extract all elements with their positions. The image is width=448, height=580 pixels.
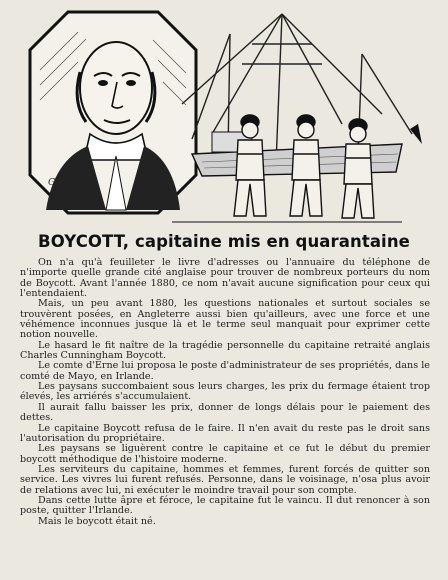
paragraph: Mais, un peu avant 1880, les questions nationales et surtout sociales se trouvèrent posées, en Angleterre aussi bien qu'ailleurs, avec une force et une véhémence inconnues jusque là et le terme seul manquait pour exprimer cette notion nouvelle. (20, 298, 430, 341)
paragraph: Les paysans succombaient sous leurs charges, les prix du fermage étaient trop élevés, les arriérés s'accumulaient. (20, 381, 430, 403)
paragraph: Il aurait fallu baisser les prix, donner de longs délais pour le paiement des dettes. (20, 401, 430, 424)
article-body (20, 258, 430, 527)
article-headline: BOYCOTT, capitaine mis en quarantaine (38, 232, 410, 251)
illustration (0, 0, 448, 232)
paragraph: Mais le boycott était né. (38, 515, 156, 527)
paragraph: Le comte d'Erne lui proposa le poste d'administrateur de ses propriétés, dans le comté de Mayo, en Irlande. (20, 360, 430, 382)
paragraph: Les paysans se liguèrent contre le capitaine et ce fut le début du premier boycott méthodique de l'histoire moderne. (20, 443, 430, 465)
paragraph: Dans cette lutte âpre et féroce, le capitaine fut le vaincu. Il dut renoncer à son poste, quitter l'Irlande. (20, 494, 430, 517)
paragraph: Les serviteurs du capitaine, hommes et femmes, furent forcés de quitter son service. Les vivres lui furent refusés. Personne, dans le voisinage, n'osa plus avoir de relations avec lui, ni exécuter le moindre travail pour son compte. (20, 463, 430, 496)
paragraph: Le capitaine Boycott refusa de le faire. Il n'en avait du reste pas le droit sans l'autorisation du propriétaire. (20, 422, 430, 444)
sailors-with-ships-icon (172, 4, 442, 230)
paragraph: Le hasard le fit naître de la tragédie personnelle du capitaine retraité anglais Charles Cunningham Boycott. (20, 339, 430, 362)
paragraph: On n'a qu'à feuilleter le livre d'adresses ou l'annuaire du téléphone de n'importe quelle grande cité anglaise pour trouver de nombreux porteurs du nom de Boycott. Avant l'année 1880, ce nom n'avait aucune signification pour ceux qui l'entendaient. (20, 257, 430, 300)
artist-signature: Gr. (48, 178, 62, 188)
